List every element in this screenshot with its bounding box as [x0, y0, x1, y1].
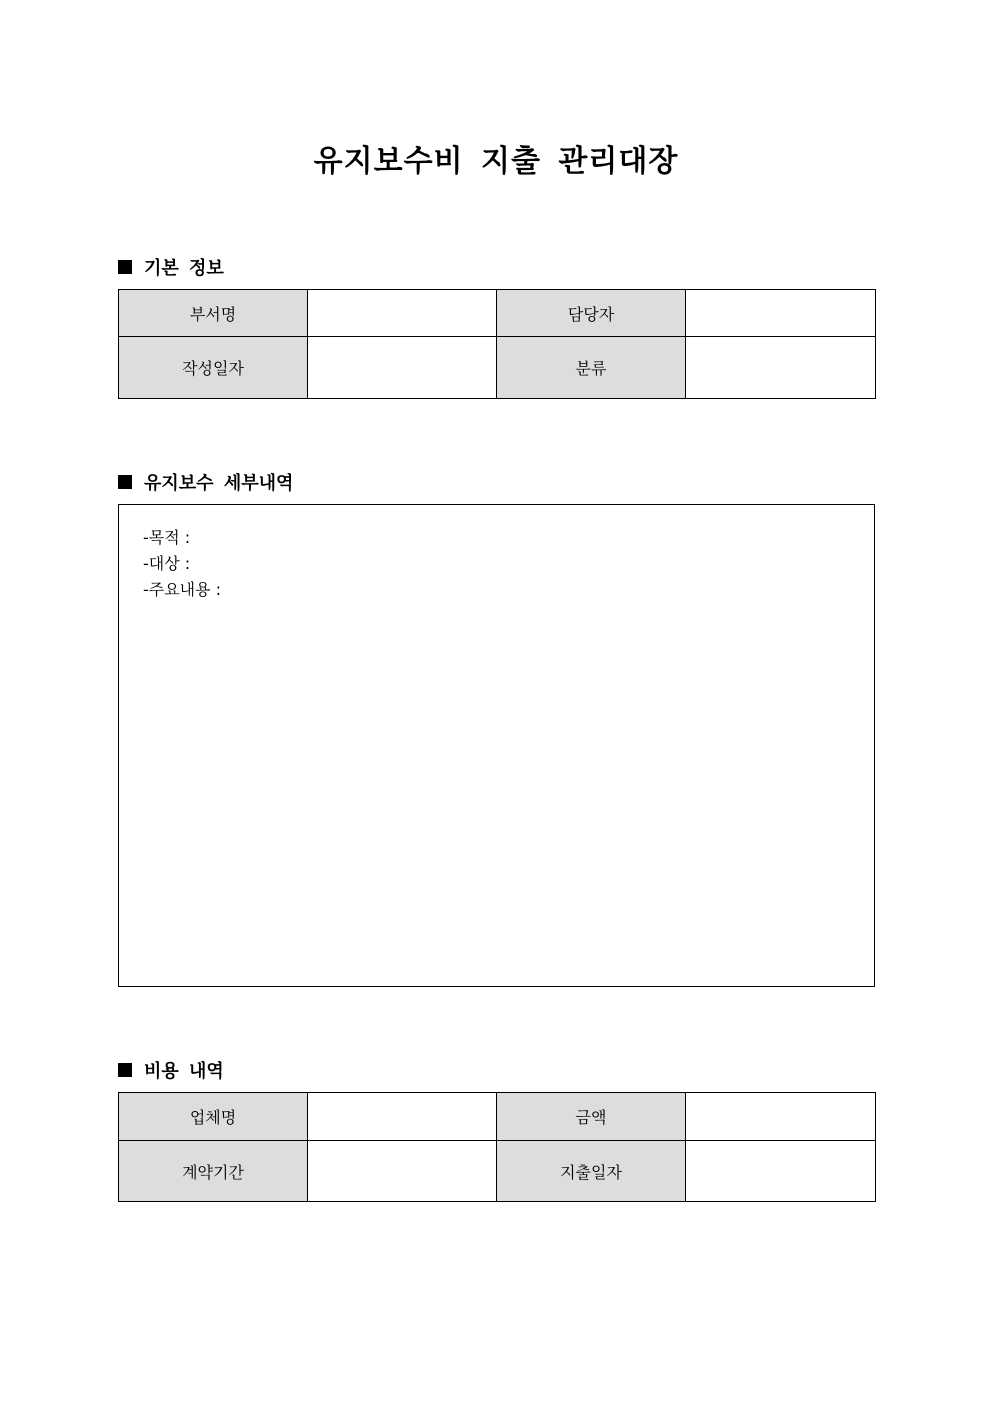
table-row — [119, 337, 876, 399]
created-date-field[interactable] — [308, 337, 497, 399]
label-manager: 담당자 — [497, 290, 686, 337]
expense-date-field[interactable] — [686, 1141, 876, 1202]
manager-field[interactable] — [686, 290, 876, 337]
square-bullet-icon — [118, 475, 132, 489]
label-amount: 금액 — [497, 1093, 686, 1141]
section-heading-details — [118, 469, 293, 495]
square-bullet-icon — [118, 260, 132, 274]
details-text-area[interactable] — [118, 504, 875, 987]
label-department: 부서명 — [119, 290, 308, 337]
detail-line-purpose: -목적 : — [143, 528, 191, 547]
category-field[interactable] — [686, 337, 876, 399]
square-bullet-icon — [118, 1063, 132, 1077]
cost-table — [118, 1092, 876, 1202]
vendor-field[interactable] — [308, 1093, 497, 1141]
department-field[interactable] — [308, 290, 497, 337]
table-row — [119, 1141, 876, 1202]
section-heading-label: 기본 정보 — [144, 258, 224, 279]
page-title: 유지보수비 지출 관리대장 — [313, 144, 679, 179]
label-expense-date: 지출일자 — [497, 1141, 686, 1202]
detail-line-target: -대상 : — [143, 554, 191, 573]
contract-period-field[interactable] — [308, 1141, 497, 1202]
section-heading-basic-info — [118, 254, 224, 280]
details-lines — [143, 525, 221, 603]
detail-line-main-content: -주요내용 : — [143, 580, 222, 599]
basic-info-table — [118, 289, 876, 399]
label-created-date: 작성일자 — [119, 337, 308, 399]
section-heading-cost — [118, 1057, 224, 1083]
label-contract-period: 계약기간 — [119, 1141, 308, 1202]
table-row — [119, 1093, 876, 1141]
section-heading-label: 비용 내역 — [144, 1061, 224, 1082]
table-row — [119, 290, 876, 337]
amount-field[interactable] — [686, 1093, 876, 1141]
label-vendor: 업체명 — [119, 1093, 308, 1141]
label-category: 분류 — [497, 337, 686, 399]
section-heading-label: 유지보수 세부내역 — [144, 473, 294, 494]
